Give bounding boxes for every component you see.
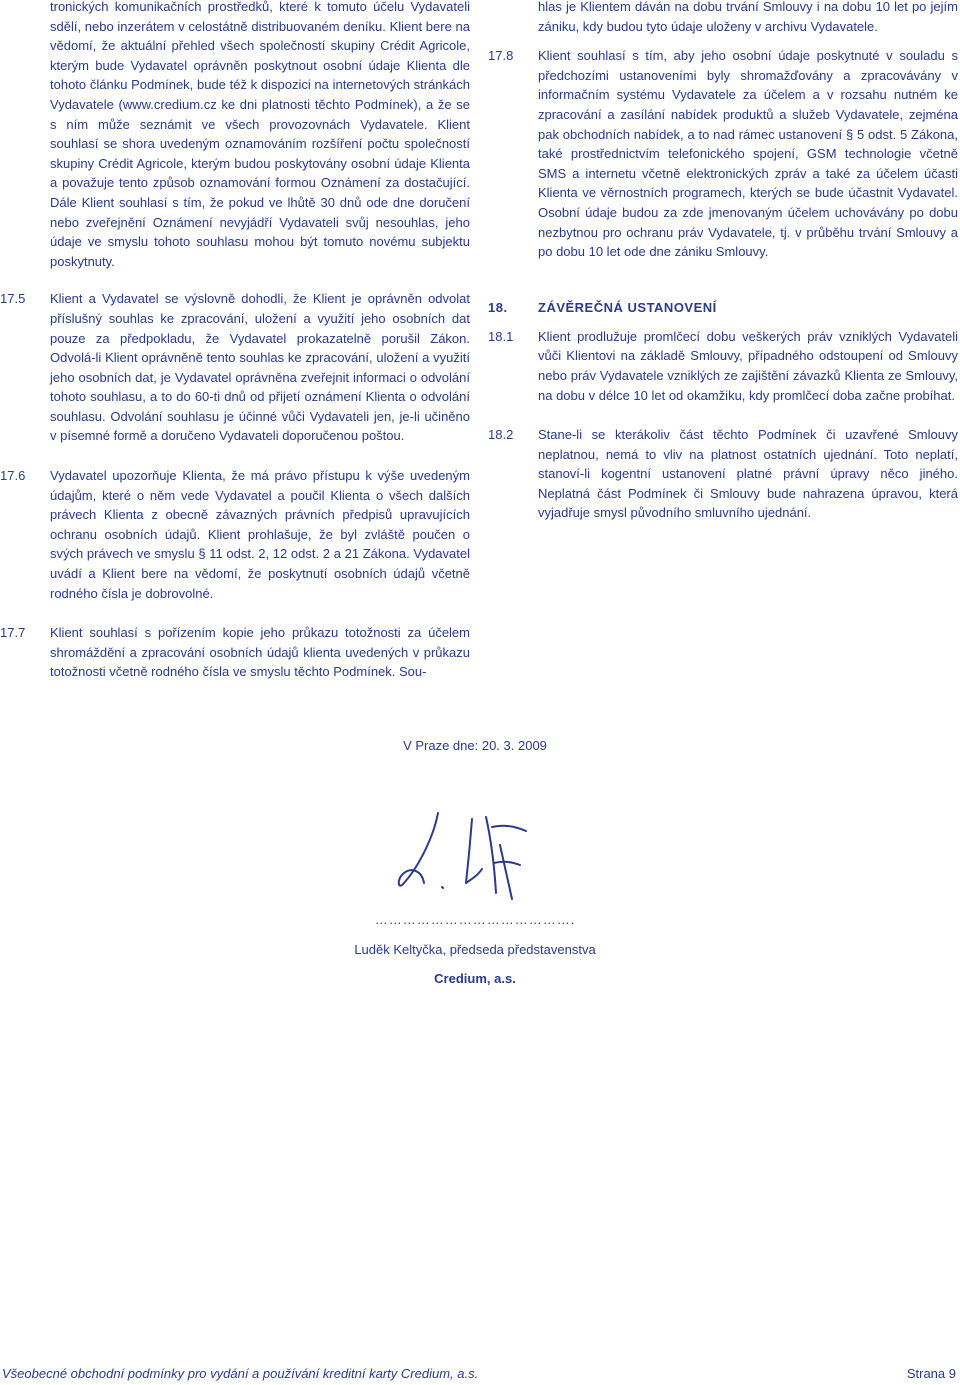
section-heading-18: [488, 300, 958, 315]
clause-17-6: [0, 466, 470, 603]
clause-number: 17.8: [488, 48, 514, 64]
clause-number: 18.1: [488, 328, 514, 344]
left-column: [0, 0, 470, 682]
clause-17-7: [0, 623, 470, 682]
clause-text: Vydavatel upozorňuje Klienta, že má právo přístupu k výše uvedeným údajům, které o něm vede Vydavatel a poučil Klienta o všech dalších právech Klienta z obecně závazných právních předpisů upravujících ochranu osobních údajů. Klient prohlašuje, že byl zvláště poučen o svých právech ve smyslu § 11 odst. 2, 12 odst. 2 a 21 Zákona. Vydavatel uvádí a Klient bere na vědomí, že poskytnutí osobních údajů včetně rodného čísla je dobrovolné.: [50, 468, 470, 601]
company-name: Credium, a.s.: [434, 971, 516, 986]
clause-text: Klient souhlasí s tím, aby jeho osobní údaje poskytnuté v souladu s předchozími ustanoveními byly shromažďovány a zpracovávány v informačním systému Vydavatele za účelem a v rozsahu nutném ke zpracování a zasílání nabídek produktů a služeb Vydavatele, zejména pak obchodních nabídek, a to nad rámec ustanovení § 5 odst. 5 Zákona, také prostřednictvím telefonického spojení, GSM technologie včetně SMS a internetu včetně elektronických zpráv a také za účelem účasti Klienta ve věrnostních programech, kterých se bude účastnit Vydavatel. Osobní údaje budou za zde jmenovaným účelem uchovávány po dobu nezbytnou pro ochranu práv Vydavatele, tj. v průběhu trvání Smlouvy a po dobu 10 let ode dne zániku Smlouvy.: [538, 48, 958, 260]
clause-18-2: [488, 425, 958, 523]
clause-number: 18.2: [488, 427, 514, 443]
continued-paragraph: tronických komunikačních prostředků, které k tomuto účelu Vydavateli sdělí, nebo inzerátem v celostátně distribuovaném deníku. Klient bere na vědomí, že aktuální přehled všech společností skupiny Crédit Agricole, kterým bude Vydavatel oprávněn poskytnout osobní údaje Klienta dle tohoto článku Podmínek, bude též k dispozici na internetových stránkách Vydavatele (www.credium.cz ke dni platnosti těchto Podmínek), a že se s ním může seznámit ve všech provozovnách Vydavatele. Klient souhlasí se shora uvedeným oznamováním rozšíření počtu společností skupiny Crédit Agricole, kterým budou poskytovány osobní údaje Klienta a považuje tento způsob oznamování formou Oznámení za dostačující. Dále Klient souhlasí s tím, že pokud ve lhůtě 30 dnů ode dne doručení nebo zveřejnění Oznámení nevyjádří Vydavateli svůj nesouhlas, jeho údaje ve smyslu tohoto souhlasu mohou být tomuto novému subjektu poskytnuty.: [50, 0, 470, 269]
page-number: Strana 9: [906, 1366, 956, 1381]
continued-paragraph: hlas je Klientem dáván na dobu trvání Smlouvy i na dobu 10 let po jejím zániku, kdy budou tyto údaje uloženy v archivu Vydavatele.: [538, 0, 958, 34]
place-date: V Praze dne: 20. 3. 2009: [403, 738, 547, 753]
footer-title: Všeobecné obchodní podmínky pro vydání a používání kreditní karty Credium, a.s.: [2, 1366, 479, 1381]
handwritten-signature: [390, 805, 540, 905]
clause-text: Klient prodlužuje promlčecí dobu veškerých práv vzniklých Vydavateli vůči Klientovi na základě Smlouvy, případného odstoupení od Smlouvy nebo práv Vydavatele vzniklých ze zajištění závazků Klienta ze Smlouvy, na dobu v délce 10 let od okamžiku, kdy promlčecí doba začne probíhat.: [538, 328, 958, 403]
clause-number: 17.7: [0, 625, 26, 641]
signature-line: …………………………………….: [374, 912, 576, 927]
clause-17-8: [488, 46, 958, 262]
clause-17-5: [0, 289, 470, 446]
right-column: [488, 0, 958, 523]
clause-text: Stane-li se kterákoliv část těchto Podmínek či uzavřené Smlouvy neplatnou, nemá to vliv na platnost ostatních ujednání. Toto neplatí, stanoví-li kogentní ustanovení platné právní úpravy něco jiného. Neplatná část Podmínek či Smlouvy bude nahrazena úpravou, která vyjadřuje smysl původního smluvního ujednání.: [538, 427, 958, 521]
clause-number: 17.5: [0, 291, 26, 307]
clause-18-1: [488, 327, 958, 405]
clause-text: Klient souhlasí s pořízením kopie jeho průkazu totožnosti za účelem shromáždění a zpracování osobních údajů klienta uvedených v průkazu totožnosti včetně rodného čísla ve smyslu těchto Podmínek. Sou-: [50, 625, 470, 680]
clause-number: 17.6: [0, 468, 26, 484]
clause-text: Klient a Vydavatel se výslovně dohodli, že Klient je oprávněn odvolat příslušný souhlas ke zpracování, uložení a využití jeho osobních dat pouze za předpokladu, že Vydavatel prokazatelně porušil Zákon. Odvolá-li Klient oprávněně tento souhlas ke zpracování, uložení a využití jeho osobních dat, je Vydavatel oprávněna zveřejnit informaci o odvolání tohoto souhlasu, a to do 60-ti dnů od přijetí oznámení Klienta o odvolání souhlasu. Odvolání souhlasu je účinné vůči Vydavateli jen, je-li učiněno v písemné formě a doručeno Vydavateli doporučenou poštou.: [50, 291, 470, 444]
section-title: ZÁVĚREČNÁ USTANOVENÍ: [538, 299, 717, 315]
section-number: 18.: [488, 299, 508, 315]
signer-name: Luděk Keltyčka, předseda představenstva: [354, 942, 596, 957]
